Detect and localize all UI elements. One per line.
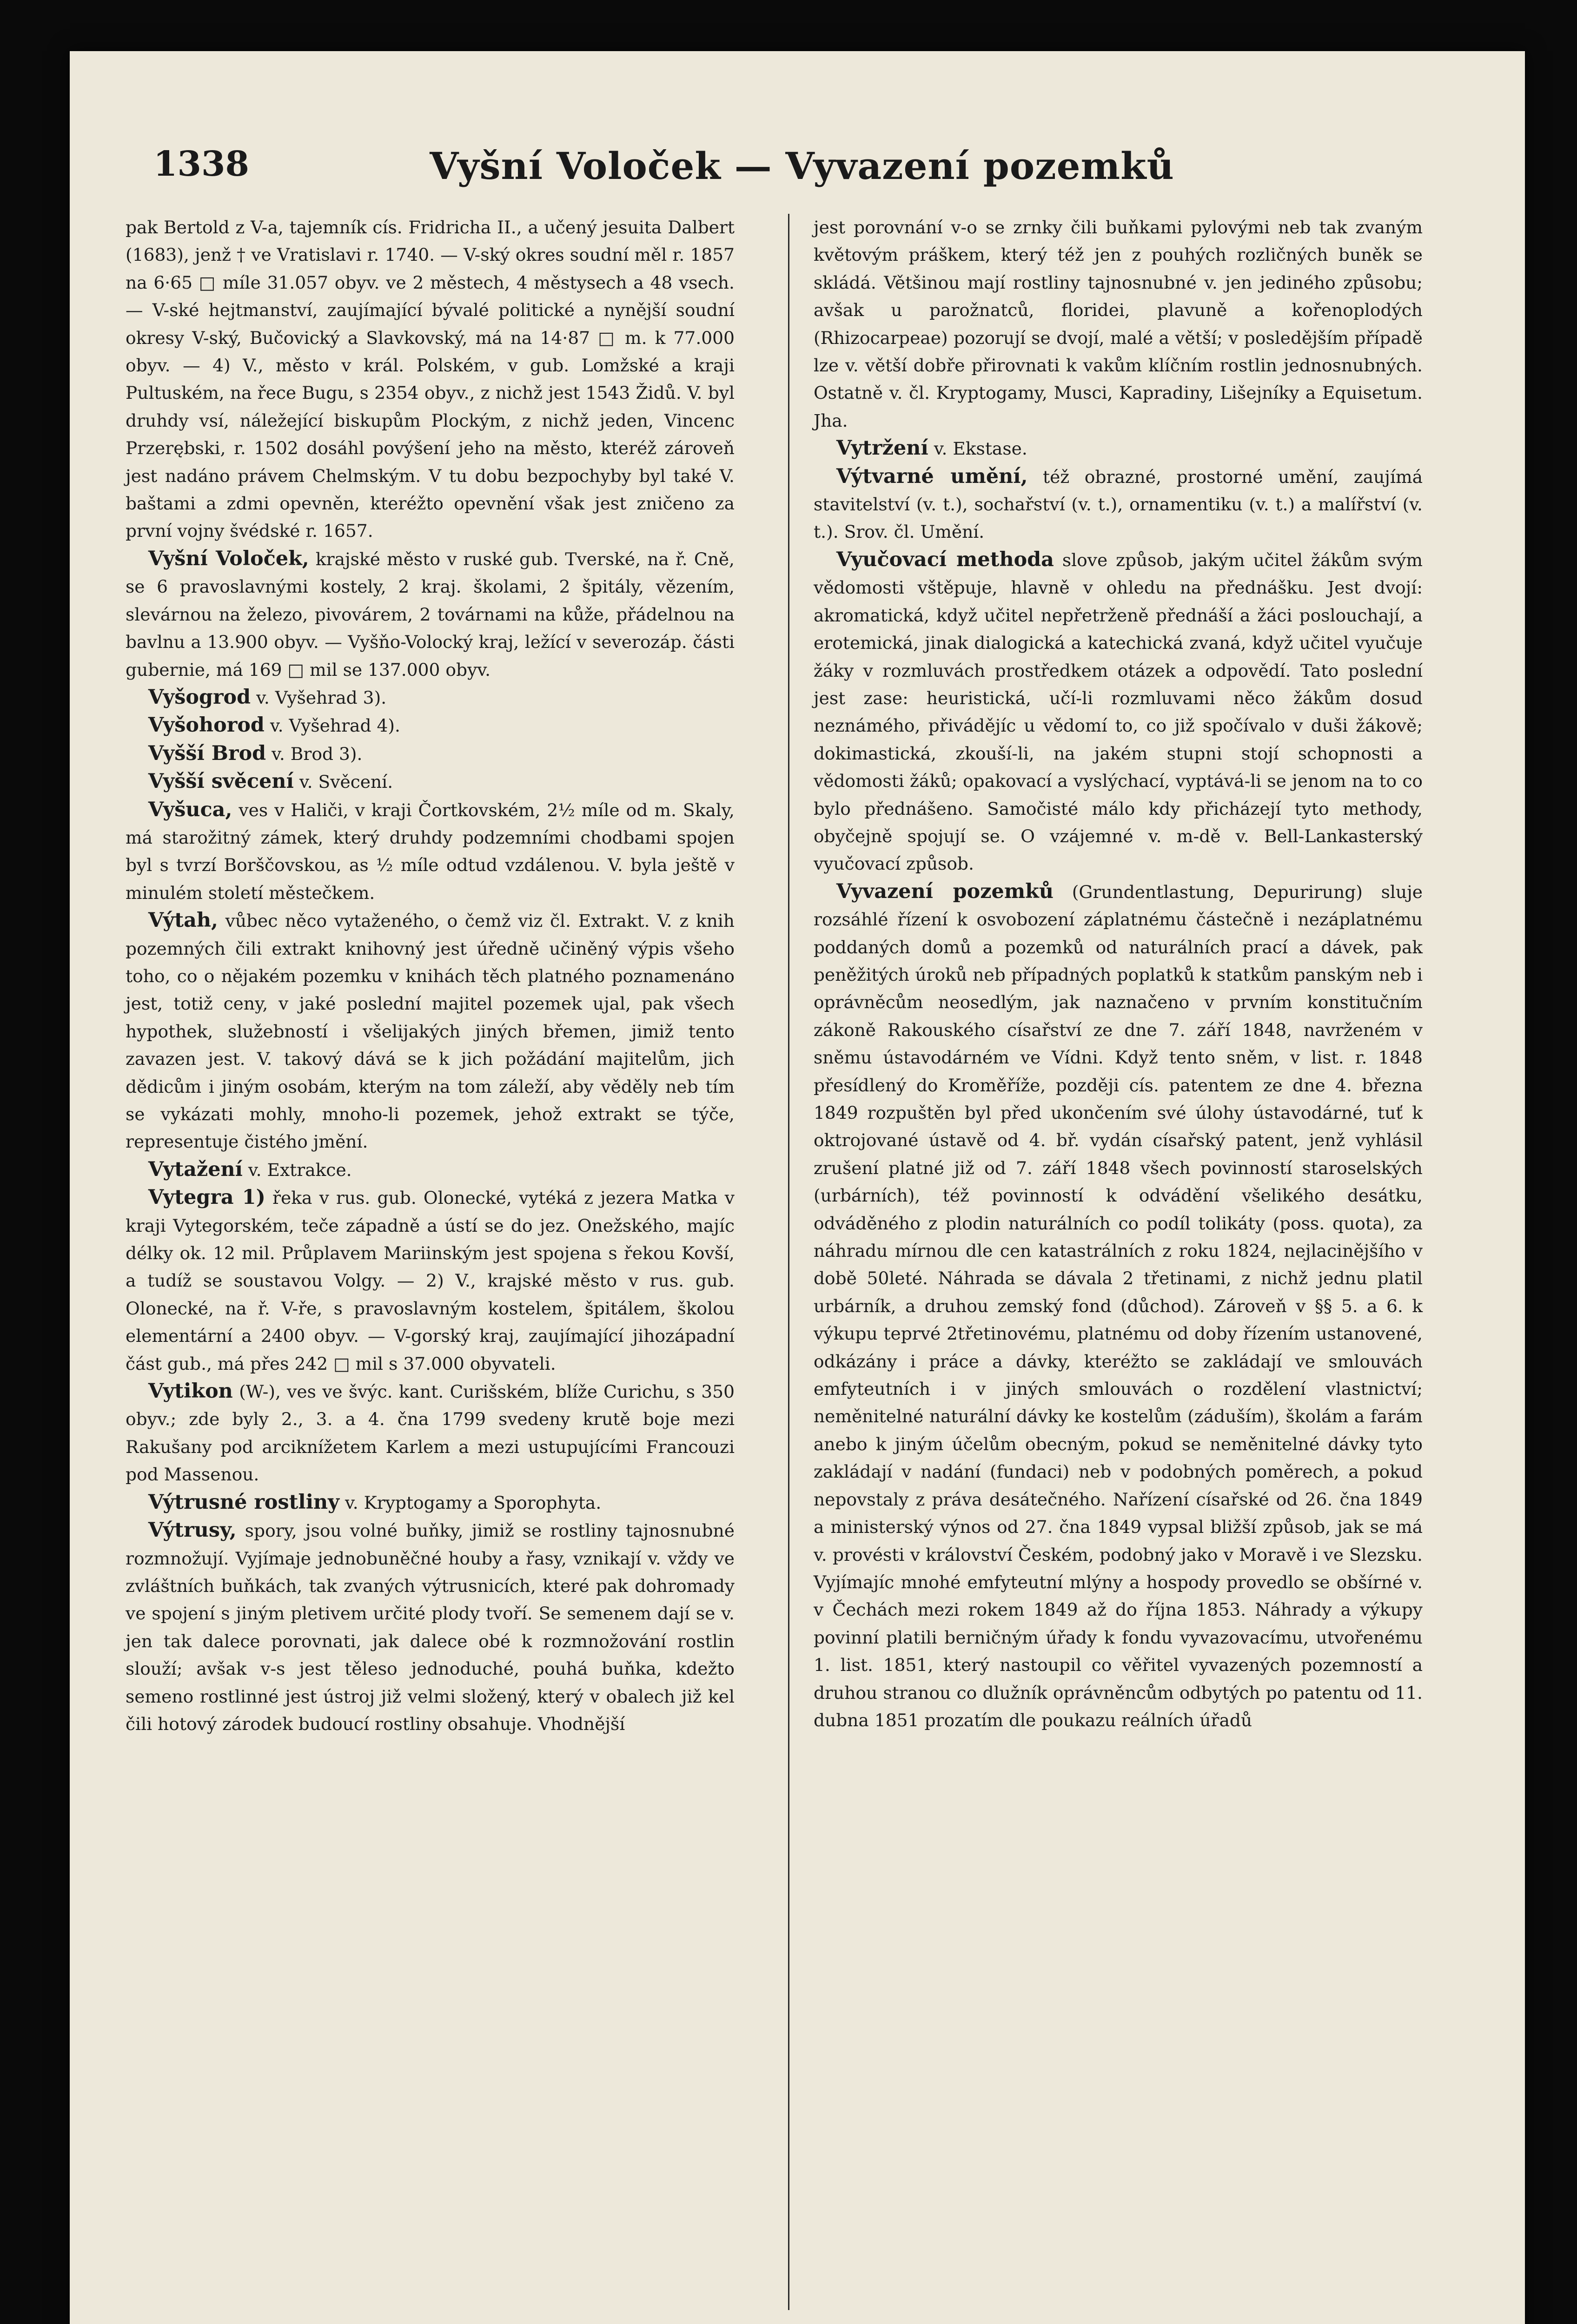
dictionary-entry bbox=[126, 1156, 735, 1184]
dictionary-entry bbox=[814, 878, 1423, 1735]
entry-headword: Vyšní Voloček, bbox=[148, 547, 309, 570]
dictionary-entry bbox=[126, 545, 735, 684]
entry-text: (W-), ves ve švýc. kant. Curišském, blíže Curichu, s 350 obyv.; zde byly 2., 3. a 4. čna 1799 svedeny krutě boje mezi Rakušany pod arciknížetem Karlem a mezi ustupujícími Francouzi pod Massenou. bbox=[126, 1381, 735, 1485]
right-column bbox=[814, 214, 1423, 1734]
dictionary-page bbox=[70, 51, 1525, 2324]
entry-headword: Výtrusy, bbox=[148, 1519, 237, 1542]
entry-headword: Vyučovací methoda bbox=[836, 548, 1054, 571]
dictionary-entry bbox=[126, 907, 735, 1156]
dictionary-entry bbox=[126, 684, 735, 712]
entry-headword: Vyvazení pozemků bbox=[836, 879, 1054, 903]
entry-headword: Vyšší Brod bbox=[148, 741, 266, 765]
dictionary-entry bbox=[126, 768, 735, 796]
dictionary-entry bbox=[126, 1517, 735, 1738]
entry-text: v. Brod 3). bbox=[272, 743, 363, 764]
dictionary-entry bbox=[814, 546, 1423, 878]
entry-headword: Vytažení bbox=[148, 1157, 243, 1181]
entry-text: ves v Haliči, v kraji Čortkovském, 2½ míle od m. Skaly, má starožitný zámek, který druhdy podzemními chodbami spojen byl s tvrzí Borščovskou, as ½ míle odtud vzdálenou. V. byla ještě v minulém století městečkem. bbox=[126, 799, 735, 903]
entry-text: slove způsob, jakým učitel žákům svým vědomosti vštěpuje, hlavně v ohledu na přednášku. Jest dvojí: akromatická, když učitel nepřetrženě přednáší a žáci poslouchají, a erotemická, jinak dialogická a katechická zvaná, když učitel vyučuje žáky v rozmluvách prostředkem otázek a odpovědí. Tato poslední jest zase: heuristická, učí-li rozmluvami něco žákům dosud neznámého, přivádějíc u vědomí to, co již spočívalo v duši žákově; dokimastická, zkouší-li, na jakém stupni stojí schopnosti a vědomosti žáků; opakovací a vyslýchací, vyptává-li se jenom na to co bylo přednášeno. Samočisté málo kdy přicházejí tyto methody, obyčejně spojují se. O vzájemné v. m-dě v. Bell-Lankasterský vyučovací způsob. bbox=[814, 549, 1423, 874]
entry-headword: Vyšuca, bbox=[148, 798, 232, 821]
entry-headword: Výtah, bbox=[148, 909, 218, 932]
entry-text: též obrazné, prostorné umění, zaujímá stavitelství (v. t.), sochařství (v. t.), ornamentiku (v. t.) a malířství (v. t.). Srov. čl. Umění. bbox=[814, 466, 1423, 542]
entry-text: spory, jsou volné buňky, jimiž se rostliny tajnosnubné rozmnožují. Vyjímaje jednobuněčné houby a řasy, vznikají v. vždy ve zvláštních buňkách, tak zvaných výtrusnicích, které pak dohromady ve spojení s jiným pletivem určité plody tvoří. Se semenem dají se v. jen tak dalece porovnati, jak dalece obé k rozmnožování rostlin slouží; avšak v-s jest těleso jednoduché, pouhá buňka, kdežto semeno rostlinné jest ústroj již velmi složený, který v obalech již kel čili hotový zárodek budoucí rostliny obsahuje. Vhodnější bbox=[126, 1520, 735, 1734]
dictionary-entry bbox=[126, 796, 735, 907]
page-number: 1338 bbox=[153, 144, 249, 184]
dictionary-entry bbox=[126, 740, 735, 768]
entry-text: v. Vyšehrad 4). bbox=[270, 715, 400, 736]
entry-text: řeka v rus. gub. Olonecké, vytéká z jezera Matka v kraji Vytegorském, teče západně a ústí se do jez. Onežského, majíc délky ok. 12 mil. Průplavem Mariinským jest spojena s řekou Kovší, a tudíž se soustavou Volgy. — 2) V., krajské město v rus. gub. Olonecké, na ř. V-ře, s pravoslavným kostelem, špitálem, školou elementární a 2400 obyv. — V-gorský kraj, zaujímající jihozápadní část gub., má přes 242 □ mil s 37.000 obyvateli. bbox=[126, 1188, 735, 1374]
entry-text: v. Extrakce. bbox=[248, 1159, 352, 1180]
dictionary-entry bbox=[814, 214, 1423, 435]
entry-headword: Vyšogrod bbox=[148, 685, 251, 709]
entry-headword: Výtvarné umění, bbox=[836, 464, 1028, 488]
entry-text: pak Bertold z V-a, tajemník cís. Fridricha II., a učený jesuita Dalbert (1683), jenž † ve Vratislavi r. 1740. — V-ský okres soudní měl r. 1857 na 6·65 □ míle 31.057 obyv. ve 2 městech, 4 městysech a 48 vsech. — V-ské hejtmanství, zaujímající bývalé politické a nynější soudní okresy V-ský, Bučovický a Slavkovský, má na 14·87 □ m. k 77.000 obyv. — 4) V., město v král. Polském, v gub. Lomžské a kraji Pultuském, na řece Bugu, s 2354 obyv., z nichž jest 1543 Židů. V. byl druhdy vsí, náležející biskupům Plockým, z nichž jeden, Vincenc Przerębski, r. 1502 dosáhl povýšení jeho na město, kteréž zároveň jest nadáno právem Chelmským. V tu dobu bezpochyby byl také V. baštami a zdmi opevněn, kteréžto opevnění však jest zničeno za první vojny švédské r. 1657. bbox=[126, 217, 735, 541]
entry-text: v. Ekstase. bbox=[934, 438, 1027, 459]
entry-headword: Vytegra 1) bbox=[148, 1186, 265, 1209]
dictionary-entry bbox=[126, 1184, 735, 1378]
entry-headword: Výtrusné rostliny bbox=[148, 1490, 340, 1514]
entry-text: (Grundentlastung, Depurirung) sluje rozsáhlé řízení k osvobození záplatnému částečně i nezáplatnému poddaných domů a pozemků od naturálních prací a dávek, pak peněžitých úroků neb případných poplatků k statkům panským neb i oprávněcům neosedlým, jak naznačeno v prvním konstitučním zákoně Rakouského císařství ze dne 7. září 1848, navrženém v sněmu ústavodárném ve Vídni. Když tento sněm, v list. r. 1848 přesídlený do Kroměříže, později cís. patentem ze dne 4. března 1849 rozpuštěn byl před ukončením své úlohy ústavodárné, tuť k oktrojované ústavě od 4. bř. vydán císařský patent, jenž vyhlásil zrušení platné již od 7. září 1848 všech povinností staroselských (urbárních), též povinností k odvádění všelikého desátku, odváděného z plodin naturálních co podíl tolikáty (poss. quota), za náhradu mírnou dle cen katastrálních z roku 1824, nejlacinějšího v době 50leté. Náhrada se dávala 2 třetinami, z nichž jednu platil urbárník, a druhou zemský fond (důchod). Zároveň v §§ 5. a 6. k výkupu teprvé 2třetinovému, platnému od doby řízením ustanovené, odkázány i práce a dávky, kteréžto se zakládají ve smlouvách emfyteutních i v jiných smlouvách o rozdělení vlastnictví; neměnitelné naturální dávky ke kostelům (záduším), školám a farám anebo k jiným účelům obecným, pokud se neměnitelné dávky tyto zakládají v nadání (fundaci) neb v podobných poměrech, a pokud nepovstaly z práva desátečného. Nařízení císařské od 26. čna 1849 a ministerský výnos od 27. čna 1849 vypsal bližší způsob, jak se má v. provésti v království Českém, podobný jako v Moravě i ve Slezsku. Vyjímajíc mnohé emfyteutní mlýny a hospody provedlo se obšírné v. v Čechách mezi rokem 1849 až do října 1853. Náhrady a výkupy povinní platili berničným úřady k fondu vyvazovacímu, utvořenému 1. list. 1851, který nastoupil co věřitel vyvazených pozemností a druhou stranou co dlužník oprávněncům odbytých po patentu od 11. dubna 1851 prozatím dle poukazu reálních úřadů bbox=[814, 881, 1423, 1730]
entry-text: v. Kryptogamy a Sporophyta. bbox=[345, 1492, 602, 1513]
dictionary-entry bbox=[814, 435, 1423, 462]
entry-text: v. Vyšehrad 3). bbox=[256, 687, 387, 708]
column-divider bbox=[788, 214, 789, 2310]
entry-text: v. Svěcení. bbox=[299, 772, 393, 792]
dictionary-entry bbox=[126, 1489, 735, 1517]
entry-headword: Vytržení bbox=[836, 436, 928, 460]
running-title: Vyšní Voloček — Vyvazení pozemků bbox=[430, 144, 1174, 188]
entry-text: vůbec něco vytaženého, o čemž viz čl. Extrakt. V. z knih pozemných čili extrakt knihovný jest úředně učiněný výpis všeho toho, co o nějakém pozemku v knihách těch platného poznamenáno jest, totiž ceny, v jaké poslední majitel pozemek ujal, pak všech hypothek, služebností i všelijakých jiných břemen, jimiž tento zavazen jest. V. takový dává se k jich požádání majitelům, jich dědicům i jiným osobám, kterým na tom záleží, aby věděly neb tím se vykázati mohly, mnoho-li pozemek, jehož extrakt se týče, representuje čistého jmění. bbox=[126, 911, 735, 1152]
dictionary-entry bbox=[126, 712, 735, 739]
dictionary-entry bbox=[126, 1378, 735, 1489]
running-head bbox=[153, 144, 1451, 195]
entry-headword: Vytikon bbox=[148, 1380, 233, 1403]
entry-headword: Vyšohorod bbox=[148, 713, 265, 737]
left-column bbox=[126, 214, 735, 1738]
entry-headword: Vyšší svěcení bbox=[148, 770, 294, 793]
entry-text: krajské město v ruské gub. Tverské, na ř. Cně, se 6 pravoslavnými kostely, 2 kraj. školami, 2 špitály, vězením, slevárnou na železo, pivovárem, 2 továrnami na kůže, přádelnou na bavlnu a 13.900 obyv. — Vyšňo-Volocký kraj, ležící v severozáp. části gubernie, má 169 □ mil se 137.000 obyv. bbox=[126, 548, 735, 680]
dictionary-entry bbox=[814, 463, 1423, 546]
entry-text: jest porovnání v-o se zrnky čili buňkami pylovými neb tak zvaným květovým práškem, který též jen z pouhých rozličných buněk se skládá. Většinou mají rostliny tajnosnubné v. jen jediného způsobu; avšak u parožnatců, floridei, plavuně a kořenoplodých (Rhizocarpeae) pozorují se dvojí, malé a větší; v posledějším případě lze v. větší dobře přirovnati k vakům klíčním rostlin jednosnubných. Ostatně v. čl. Kryptogamy, Musci, Kapradiny, Lišejníky a Equisetum. Jha. bbox=[814, 217, 1423, 431]
dictionary-entry bbox=[126, 214, 735, 545]
